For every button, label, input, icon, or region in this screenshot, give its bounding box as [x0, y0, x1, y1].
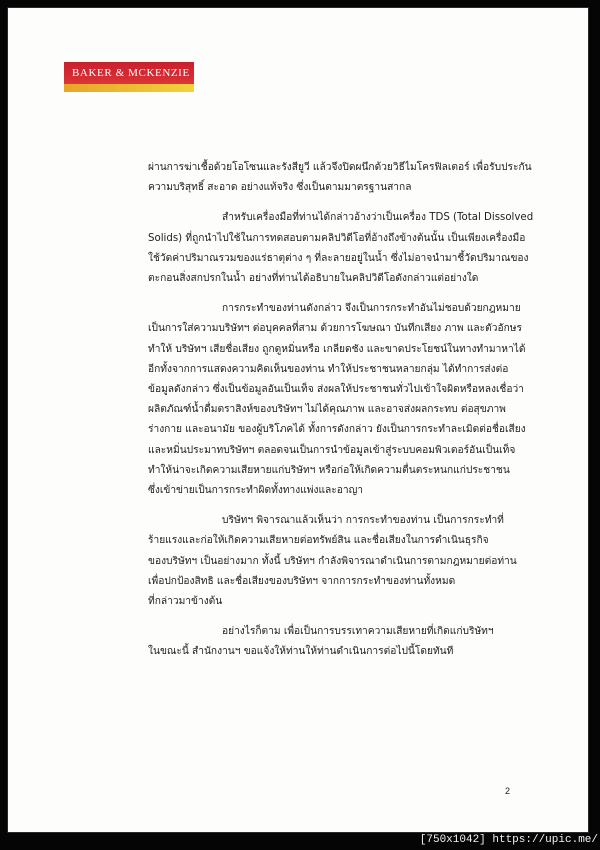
text-line: ที่กล่าวมาข้างต้น [148, 596, 223, 608]
text-line: ข้อมูลดังกล่าว ซึ่งเป็นข้อมูลอันเป็นเท็จ ส่งผลให้ประชาชนทั่วไปเข้าใจผิดหรือหลงเชื่อว่า [148, 384, 524, 396]
text-line: ใช้วัดค่าปริมาณรวมของแร่ธาตุต่าง ๆ ที่ละลายอยู่ในน้ำ ซึ่งไม่อาจนำมาชี้วัดปริมาณของ [148, 252, 529, 264]
page-number: 2 [505, 786, 511, 796]
paragraph-3 [148, 299, 540, 501]
text-line: ซึ่งเข้าข่ายเป็นการกระทำผิดทั้งทางแพ่งและอาญา [148, 485, 363, 497]
paragraph-1 [148, 158, 540, 198]
text-line: อีกทั้งจากการแสดงความคิดเห็นของท่าน ทำให้ประชาชนหลายกลุ่ม ได้ทำการส่งต่อ [148, 363, 509, 375]
paragraph-5 [148, 622, 540, 662]
text-line: ทำให้น่าจะเกิดความเสียหายแก่บริษัทฯ หรือก่อให้เกิดความตื่นตระหนกแก่ประชาชน [148, 464, 510, 476]
logo-text: BAKER & MCKENZIE [72, 67, 190, 79]
text-line: ของบริษัทฯ เป็นอย่างมาก ทั้งนี้ บริษัทฯ กำลังพิจารณาดำเนินการตามกฎหมายต่อท่าน [148, 555, 517, 567]
document-page [7, 7, 589, 833]
image-watermark: [750x1042] https://upic.me/ [419, 834, 598, 846]
text-line: เพื่อปกป้องสิทธิ และชื่อเสียงของบริษัทฯ จากการกระทำของท่านทั้งหมด [148, 575, 456, 587]
text-line: และหมิ่นประมาทบริษัทฯ ตลอดจนเป็นการนำข้อมูลเข้าสู่ระบบคอมพิวเตอร์อันเป็นเท็จ [148, 444, 516, 456]
text-line: ร้ายแรงและก่อให้เกิดความเสียหายต่อทรัพย์สิน และชื่อเสียงในการดำเนินธุรกิจ [148, 535, 489, 547]
text-line: ร่างกาย และอนามัย ของผู้บริโภคได้ ทั้งการดังกล่าว ยังเป็นการกระทำละเมิดต่อชื่อเสียง [148, 424, 526, 436]
baker-mckenzie-logo [64, 62, 204, 92]
text-line: ผลิตภัณฑ์น้ำดื่มตราสิงห์ของบริษัทฯ ไม่ได้คุณภาพ และอาจส่งผลกระทบ ต่อสุขภาพ [148, 404, 506, 416]
text-line: ความบริสุทธิ์ สะอาด อย่างแท้จริง ซึ่งเป็นตามมาตรฐานสากล [148, 182, 412, 194]
paragraph-2 [148, 208, 540, 289]
text-line: บริษัทฯ พิจารณาแล้วเห็นว่า การกระทำของท่าน เป็นการกระทำที่ [222, 515, 504, 527]
paragraph-4 [148, 511, 540, 612]
text-line: ตะกอนสิ่งสกปรกในน้ำ อย่างที่ท่านได้อธิบายในคลิปวิดีโอดังกล่าวแต่อย่างใด [148, 273, 479, 285]
text-line: การกระทำของท่านดังกล่าว จึงเป็นการกระทำอันไม่ชอบด้วยกฎหมาย [222, 303, 521, 315]
text-line: ทำให้ บริษัทฯ เสียชื่อเสียง ถูกดูหมิ่นหรือ เกลียดชัง และขาดประโยชน์ในทางทำมาหาได้ [148, 343, 526, 355]
text-line: Solids) ที่ถูกนำไปใช้ในการทดสอบตามคลิปวิดีโอที่อ้างถึงข้างต้นนั้น เป็นเพียงเครื่องมือ [148, 232, 526, 244]
text-line: อย่างไรก็ตาม เพื่อเป็นการบรรเทาความเสียหายที่เกิดแก่บริษัทฯ [222, 626, 494, 638]
letter-body [148, 158, 540, 673]
text-line: เป็นการใส่ความบริษัทฯ ต่อบุคคลที่สาม ด้วยการโฆษณา บันทึกเสียง ภาพ และตัวอักษร [148, 323, 522, 335]
text-line: สำหรับเครื่องมือที่ท่านได้กล่าวอ้างว่าเป็นเครื่อง TDS (Total Dissolved [222, 212, 534, 224]
text-line: ในขณะนี้ สำนักงานฯ ขอแจ้งให้ท่านให้ท่านดำเนินการต่อไปนี้โดยทันที [148, 646, 454, 658]
text-line: ผ่านการฆ่าเชื้อด้วยโอโซนและรังสียูวี แล้วจึงปิดผนึกด้วยวิธีไมโครฟิลเตอร์ เพื่อรับประกัน [148, 162, 532, 173]
